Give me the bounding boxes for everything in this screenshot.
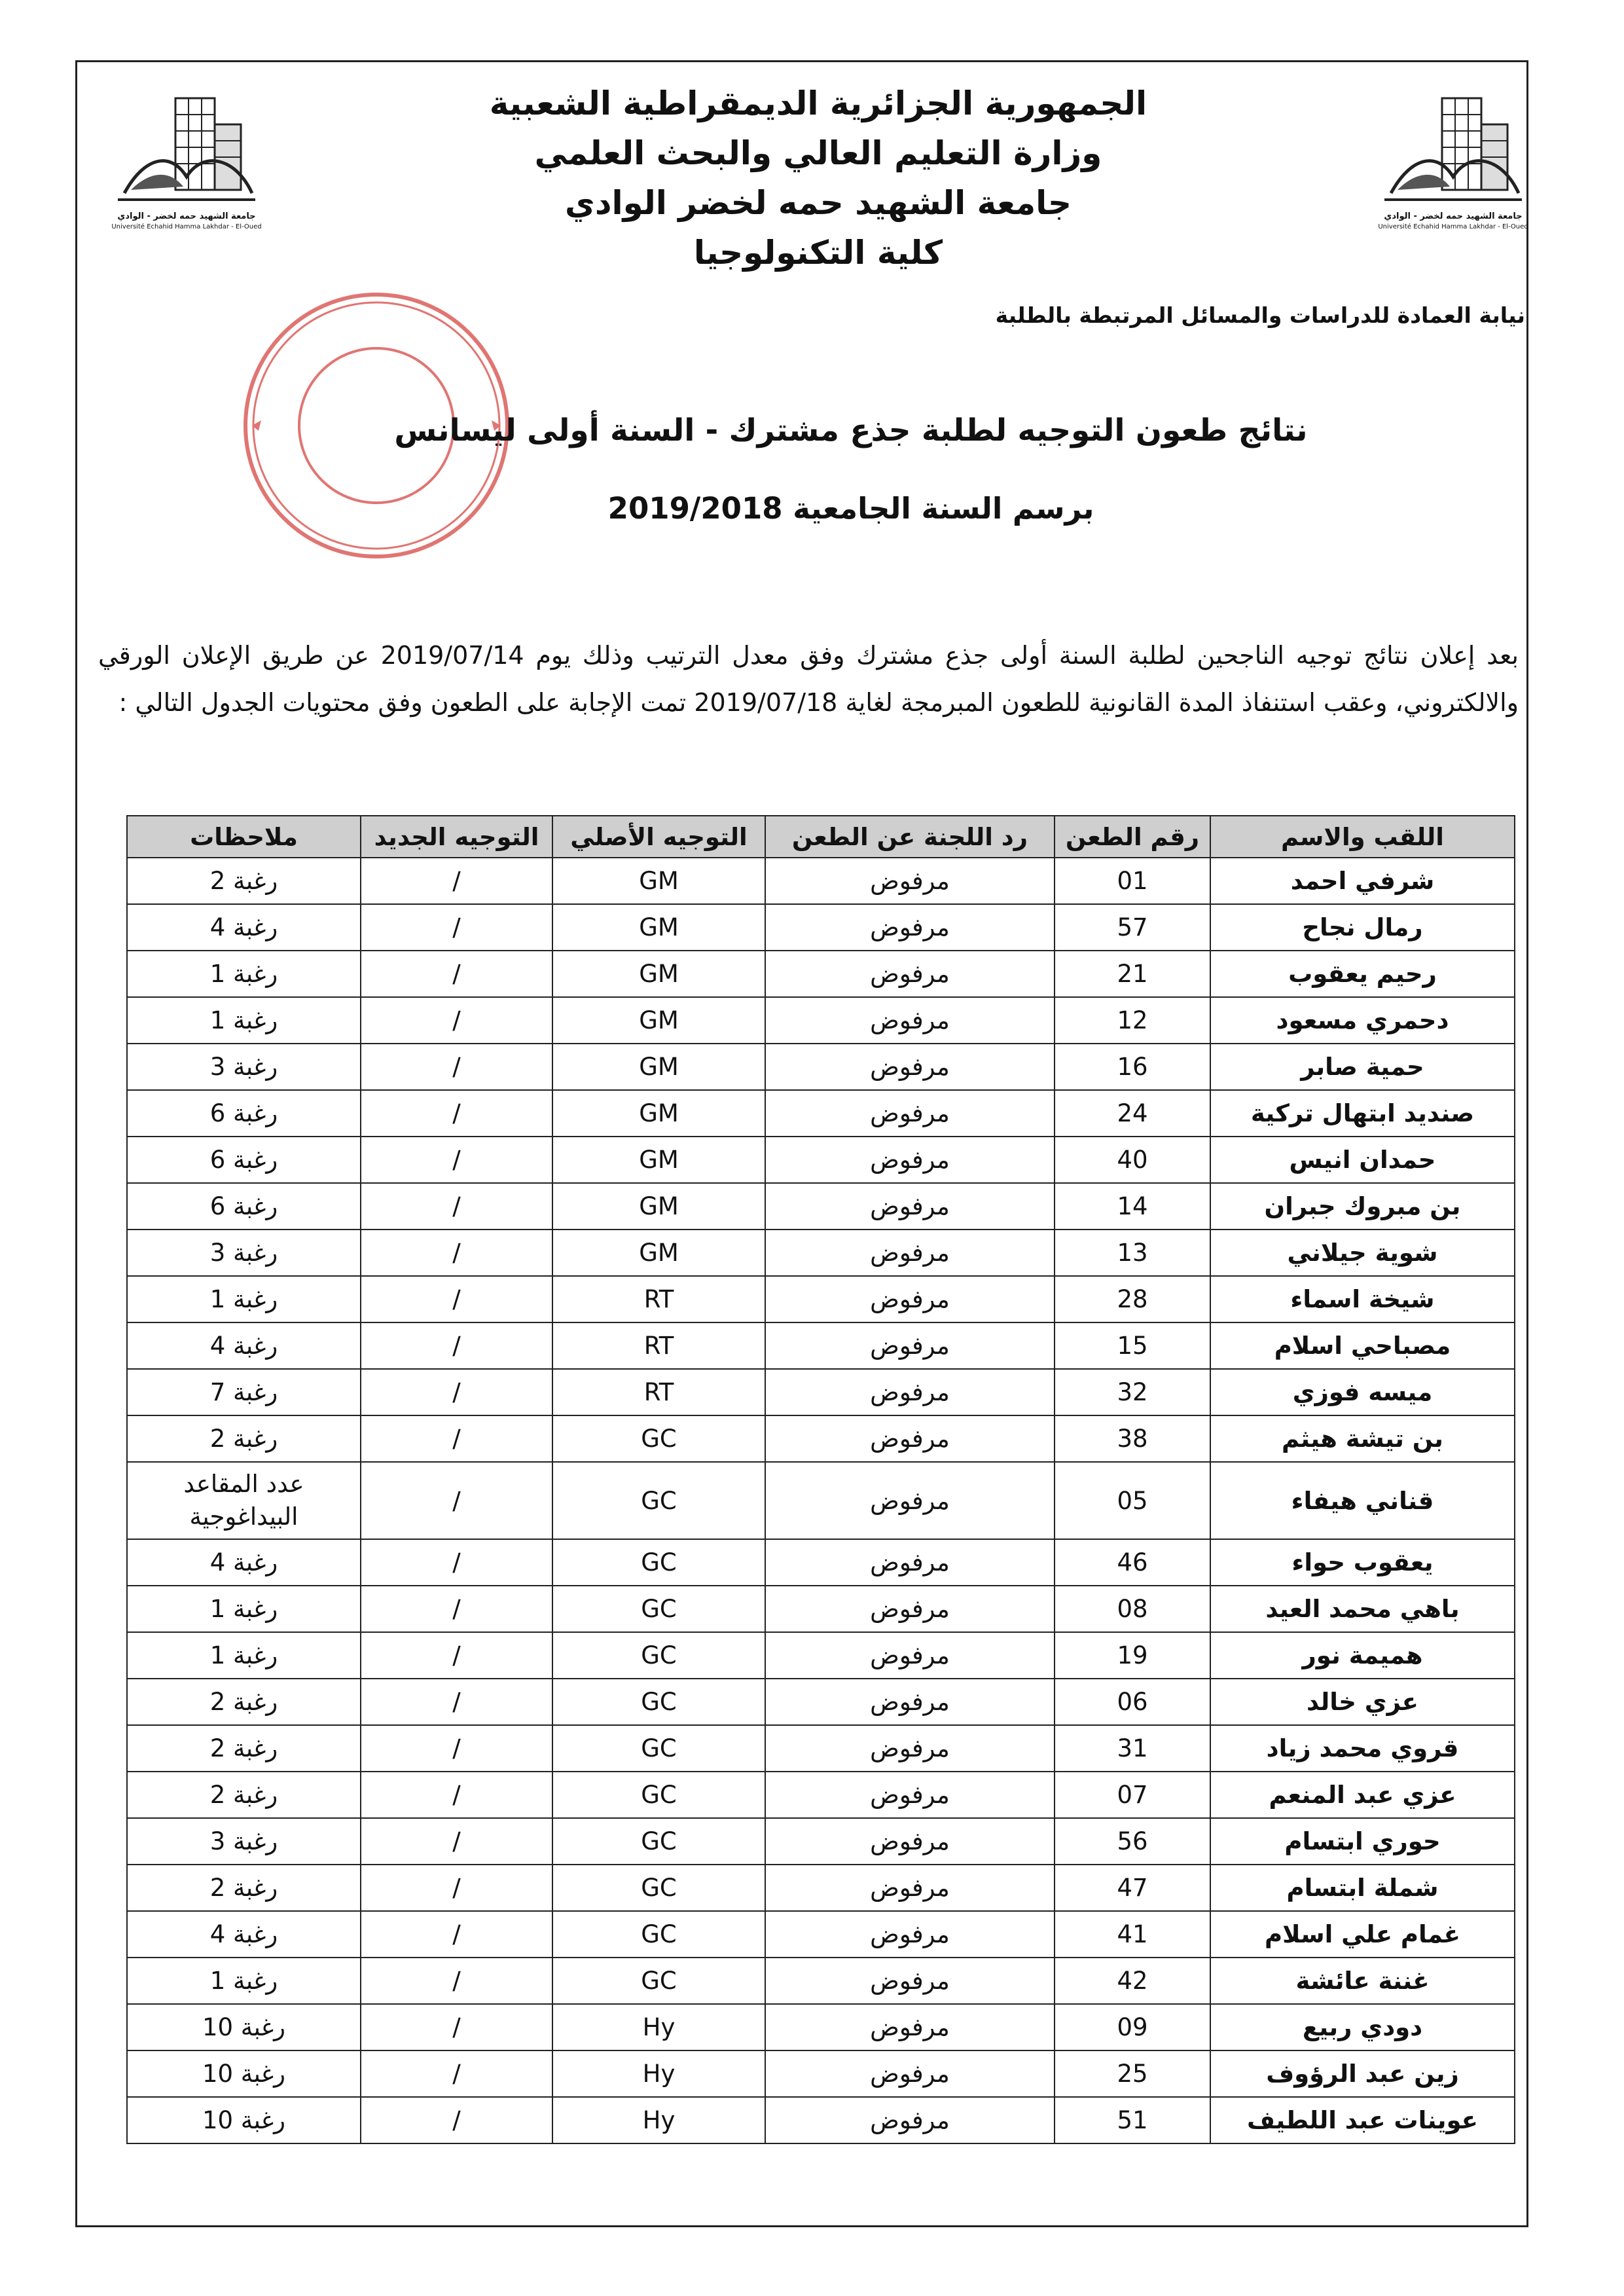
- student-name: دحمري مسعود: [1210, 997, 1515, 1044]
- committee-response: مرفوض: [765, 1183, 1055, 1230]
- student-name: عزي عبد المنعم: [1210, 1772, 1515, 1818]
- committee-response: مرفوض: [765, 1725, 1055, 1772]
- logo-caption-arabic: جامعة الشهيد حمه لخضر - الوادي: [1384, 211, 1523, 221]
- new-orientation: /: [361, 1818, 552, 1865]
- notes: رغبة 1: [127, 1632, 361, 1679]
- new-orientation: /: [361, 1772, 552, 1818]
- new-orientation: /: [361, 1137, 552, 1183]
- new-orientation: /: [361, 1958, 552, 2004]
- new-orientation: /: [361, 1586, 552, 1632]
- table-row: [127, 2004, 1515, 2050]
- table-row: [127, 1276, 1515, 1322]
- new-orientation: /: [361, 2050, 552, 2097]
- new-orientation: /: [361, 951, 552, 997]
- original-orientation: GC: [552, 1462, 765, 1539]
- table-row: [127, 1586, 1515, 1632]
- appeal-number: 32: [1055, 1369, 1210, 1415]
- notes: رغبة 2: [127, 1865, 361, 1911]
- committee-response: مرفوض: [765, 1230, 1055, 1276]
- new-orientation: /: [361, 1462, 552, 1539]
- student-name: عوينات عبد اللطيف: [1210, 2097, 1515, 2143]
- committee-response: مرفوض: [765, 1632, 1055, 1679]
- notes: رغبة 6: [127, 1183, 361, 1230]
- committee-response: مرفوض: [765, 1958, 1055, 2004]
- notes: رغبة 7: [127, 1369, 361, 1415]
- new-orientation: /: [361, 1911, 552, 1958]
- committee-response: مرفوض: [765, 2004, 1055, 2050]
- appeal-number: 41: [1055, 1911, 1210, 1958]
- table-row: [127, 1632, 1515, 1679]
- notes: رغبة 2: [127, 1772, 361, 1818]
- appeal-number: 42: [1055, 1958, 1210, 2004]
- appeal-number: 47: [1055, 1865, 1210, 1911]
- republic-name: الجمهورية الجزائرية الديمقراطية الشعبية: [489, 84, 1147, 122]
- committee-response: مرفوض: [765, 1911, 1055, 1958]
- appeal-number: 21: [1055, 951, 1210, 997]
- committee-response: مرفوض: [765, 1865, 1055, 1911]
- appeal-number: 46: [1055, 1539, 1210, 1586]
- original-orientation: RT: [552, 1322, 765, 1369]
- table-row: [127, 1462, 1515, 1539]
- original-orientation: GM: [552, 904, 765, 951]
- committee-response: مرفوض: [765, 1679, 1055, 1725]
- new-orientation: /: [361, 1230, 552, 1276]
- original-orientation: GM: [552, 1230, 765, 1276]
- table-row: [127, 1958, 1515, 2004]
- ministry-name: وزارة التعليم العالي والبحث العلمي: [534, 134, 1102, 172]
- student-name: قناني هيفاء: [1210, 1462, 1515, 1539]
- student-name: دودي ربيع: [1210, 2004, 1515, 2050]
- notes: رغبة 3: [127, 1230, 361, 1276]
- student-name: غمام علي اسلام: [1210, 1911, 1515, 1958]
- notes: رغبة 6: [127, 1137, 361, 1183]
- table-row: [127, 904, 1515, 951]
- table-row: [127, 1044, 1515, 1090]
- appeal-number: 07: [1055, 1772, 1210, 1818]
- original-orientation: Hy: [552, 2050, 765, 2097]
- original-orientation: GC: [552, 1415, 765, 1462]
- table-row: [127, 1090, 1515, 1137]
- student-name: بن مبروك جبران: [1210, 1183, 1515, 1230]
- notes: رغبة 1: [127, 997, 361, 1044]
- appeal-number: 19: [1055, 1632, 1210, 1679]
- committee-response: مرفوض: [765, 2097, 1055, 2143]
- faculty-name: كلية التكنولوجيا: [693, 234, 943, 272]
- header-name: اللقب والاسم: [1210, 816, 1515, 858]
- original-orientation: GM: [552, 1183, 765, 1230]
- appeal-number: 13: [1055, 1230, 1210, 1276]
- table-row: [127, 1679, 1515, 1725]
- committee-response: مرفوض: [765, 2050, 1055, 2097]
- table-row: [127, 997, 1515, 1044]
- appeals-results-table: [126, 815, 1515, 2144]
- student-name: رمال نجاح: [1210, 904, 1515, 951]
- committee-response: مرفوض: [765, 858, 1055, 904]
- appeal-number: 38: [1055, 1415, 1210, 1462]
- original-orientation: GC: [552, 1818, 765, 1865]
- notes: رغبة 4: [127, 1539, 361, 1586]
- original-orientation: GM: [552, 1044, 765, 1090]
- table-row: [127, 1230, 1515, 1276]
- original-orientation: GC: [552, 1772, 765, 1818]
- student-name: زين عبد الرؤوف: [1210, 2050, 1515, 2097]
- appeal-number: 24: [1055, 1090, 1210, 1137]
- new-orientation: /: [361, 1679, 552, 1725]
- committee-response: مرفوض: [765, 1044, 1055, 1090]
- university-logo-right: [1365, 79, 1542, 242]
- table-row: [127, 858, 1515, 904]
- student-name: حمية صابر: [1210, 1044, 1515, 1090]
- student-name: شوية جيلاني: [1210, 1230, 1515, 1276]
- appeal-number: 56: [1055, 1818, 1210, 1865]
- notes: رغبة 10: [127, 2097, 361, 2143]
- table-row: [127, 2050, 1515, 2097]
- student-name: شيخة اسماء: [1210, 1276, 1515, 1322]
- original-orientation: Hy: [552, 2097, 765, 2143]
- notes: رغبة 1: [127, 1586, 361, 1632]
- new-orientation: /: [361, 1044, 552, 1090]
- notes: رغبة 6: [127, 1090, 361, 1137]
- new-orientation: /: [361, 1369, 552, 1415]
- committee-response: مرفوض: [765, 1090, 1055, 1137]
- notes: رغبة 3: [127, 1818, 361, 1865]
- new-orientation: /: [361, 1632, 552, 1679]
- committee-response: مرفوض: [765, 904, 1055, 951]
- notes: رغبة 1: [127, 1276, 361, 1322]
- table-row: [127, 1818, 1515, 1865]
- logo-caption-arabic: جامعة الشهيد حمه لخضر - الوادي: [117, 211, 256, 221]
- appeal-number: 28: [1055, 1276, 1210, 1322]
- new-orientation: /: [361, 997, 552, 1044]
- appeal-number: 14: [1055, 1183, 1210, 1230]
- student-name: قروي محمد زياد: [1210, 1725, 1515, 1772]
- student-name: هميمة نور: [1210, 1632, 1515, 1679]
- header-committee-response: رد اللجنة عن الطعن: [765, 816, 1055, 858]
- new-orientation: /: [361, 1865, 552, 1911]
- student-name: رحيم يعقوب: [1210, 951, 1515, 997]
- header-new-orientation: التوجيه الجديد: [361, 816, 552, 858]
- notes: رغبة 1: [127, 1958, 361, 2004]
- new-orientation: /: [361, 1539, 552, 1586]
- original-orientation: Hy: [552, 2004, 765, 2050]
- notes: رغبة 2: [127, 1415, 361, 1462]
- table-row: [127, 1772, 1515, 1818]
- new-orientation: /: [361, 1276, 552, 1322]
- committee-response: مرفوض: [765, 1586, 1055, 1632]
- new-orientation: /: [361, 1322, 552, 1369]
- appeal-number: 57: [1055, 904, 1210, 951]
- new-orientation: /: [361, 1090, 552, 1137]
- appeal-number: 08: [1055, 1586, 1210, 1632]
- notes: رغبة 4: [127, 1322, 361, 1369]
- table-row: [127, 1137, 1515, 1183]
- student-name: عزي خالد: [1210, 1679, 1515, 1725]
- header-original-orientation: التوجيه الأصلي: [552, 816, 765, 858]
- original-orientation: GC: [552, 1725, 765, 1772]
- appeal-number: 12: [1055, 997, 1210, 1044]
- table-row: [127, 1865, 1515, 1911]
- notes: رغبة 3: [127, 1044, 361, 1090]
- original-orientation: GC: [552, 1539, 765, 1586]
- original-orientation: RT: [552, 1276, 765, 1322]
- original-orientation: GC: [552, 1632, 765, 1679]
- appeal-number: 31: [1055, 1725, 1210, 1772]
- appeal-number: 16: [1055, 1044, 1210, 1090]
- table-row: [127, 1322, 1515, 1369]
- notes: رغبة 4: [127, 904, 361, 951]
- committee-response: مرفوض: [765, 1772, 1055, 1818]
- header-appeal-number: رقم الطعن: [1055, 816, 1210, 858]
- committee-response: مرفوض: [765, 1322, 1055, 1369]
- table-row: [127, 1725, 1515, 1772]
- notes: رغبة 1: [127, 951, 361, 997]
- academic-year-subtitle: برسم السنة الجامعية 2019/2018: [607, 491, 1094, 526]
- student-name: حمدان انيس: [1210, 1137, 1515, 1183]
- table-row: [127, 1183, 1515, 1230]
- document-header: [327, 79, 1309, 278]
- student-name: حوري ابتسام: [1210, 1818, 1515, 1865]
- new-orientation: /: [361, 1183, 552, 1230]
- new-orientation: /: [361, 1415, 552, 1462]
- university-building-icon: [1365, 79, 1542, 210]
- new-orientation: /: [361, 1725, 552, 1772]
- student-name: شملة ابتسام: [1210, 1865, 1515, 1911]
- committee-response: مرفوض: [765, 1369, 1055, 1415]
- student-name: ميسه فوزي: [1210, 1369, 1515, 1415]
- student-name: باهي محمد العيد: [1210, 1586, 1515, 1632]
- table-row: [127, 2097, 1515, 2143]
- new-orientation: /: [361, 2097, 552, 2143]
- committee-response: مرفوض: [765, 1462, 1055, 1539]
- appeal-number: 15: [1055, 1322, 1210, 1369]
- table-row: [127, 1369, 1515, 1415]
- logo-caption-french: Université Echahid Hamma Lakhdar - El-Oued: [1378, 223, 1528, 230]
- appeal-number: 05: [1055, 1462, 1210, 1539]
- table-row: [127, 1911, 1515, 1958]
- original-orientation: GC: [552, 1679, 765, 1725]
- committee-response: مرفوض: [765, 1818, 1055, 1865]
- original-orientation: GC: [552, 1911, 765, 1958]
- table-row: [127, 951, 1515, 997]
- new-orientation: /: [361, 858, 552, 904]
- notes: رغبة 2: [127, 1679, 361, 1725]
- appeal-number: 06: [1055, 1679, 1210, 1725]
- original-orientation: GM: [552, 1090, 765, 1137]
- student-name: بن تيشة هيثم: [1210, 1415, 1515, 1462]
- deanery-office: نيابة العمادة للدراسات والمسائل المرتبطة بالطلبة: [995, 302, 1525, 328]
- student-name: يعقوب حواء: [1210, 1539, 1515, 1586]
- notes: رغبة 4: [127, 1911, 361, 1958]
- notes: رغبة 2: [127, 858, 361, 904]
- original-orientation: GM: [552, 1137, 765, 1183]
- committee-response: مرفوض: [765, 1415, 1055, 1462]
- original-orientation: GM: [552, 997, 765, 1044]
- original-orientation: GC: [552, 1958, 765, 2004]
- student-name: صنديد ابتهال تركية: [1210, 1090, 1515, 1137]
- appeal-number: 09: [1055, 2004, 1210, 2050]
- student-name: شرفي احمد: [1210, 858, 1515, 904]
- table-row: [127, 1415, 1515, 1462]
- committee-response: مرفوض: [765, 951, 1055, 997]
- table-row: [127, 1539, 1515, 1586]
- university-logo-left: [98, 79, 275, 242]
- committee-response: مرفوض: [765, 997, 1055, 1044]
- committee-response: مرفوض: [765, 1276, 1055, 1322]
- university-building-icon: [98, 79, 275, 210]
- original-orientation: GC: [552, 1865, 765, 1911]
- notes: رغبة 2: [127, 1725, 361, 1772]
- original-orientation: GM: [552, 951, 765, 997]
- original-orientation: RT: [552, 1369, 765, 1415]
- university-name: جامعة الشهيد حمه لخضر الوادي: [565, 184, 1072, 222]
- student-name: غننة عائشة: [1210, 1958, 1515, 2004]
- appeal-number: 01: [1055, 858, 1210, 904]
- original-orientation: GC: [552, 1586, 765, 1632]
- new-orientation: /: [361, 2004, 552, 2050]
- new-orientation: /: [361, 904, 552, 951]
- header-notes: ملاحظات: [127, 816, 361, 858]
- committee-response: مرفوض: [765, 1539, 1055, 1586]
- appeal-number: 51: [1055, 2097, 1210, 2143]
- logo-caption-french: Université Echahid Hamma Lakhdar - El-Oued: [111, 223, 262, 230]
- table-header-row: [127, 816, 1515, 858]
- student-name: مصباحي اسلام: [1210, 1322, 1515, 1369]
- notes: رغبة 10: [127, 2050, 361, 2097]
- notes: عدد المقاعد البيداغوجية: [127, 1462, 361, 1539]
- intro-paragraph: بعد إعلان نتائج توجيه الناجحين لطلبة السنة أولى جذع مشترك وفق معدل الترتيب وذلك يوم 2019/07/14 عن طريق الإعلان الورقي والالكتروني، وعقب استنفاذ المدة القانونية للطعون المبرمجة لغاية 2019/07/18 تمت الإجابة على الطعون وفق محتويات الجدول التالي :: [98, 641, 1519, 717]
- appeal-number: 25: [1055, 2050, 1210, 2097]
- notes: رغبة 10: [127, 2004, 361, 2050]
- committee-response: مرفوض: [765, 1137, 1055, 1183]
- document-title: نتائج طعون التوجيه لطلبة جذع مشترك - السنة أولى ليسانس: [394, 412, 1308, 448]
- table-body: [127, 858, 1515, 2143]
- original-orientation: GM: [552, 858, 765, 904]
- appeal-number: 40: [1055, 1137, 1210, 1183]
